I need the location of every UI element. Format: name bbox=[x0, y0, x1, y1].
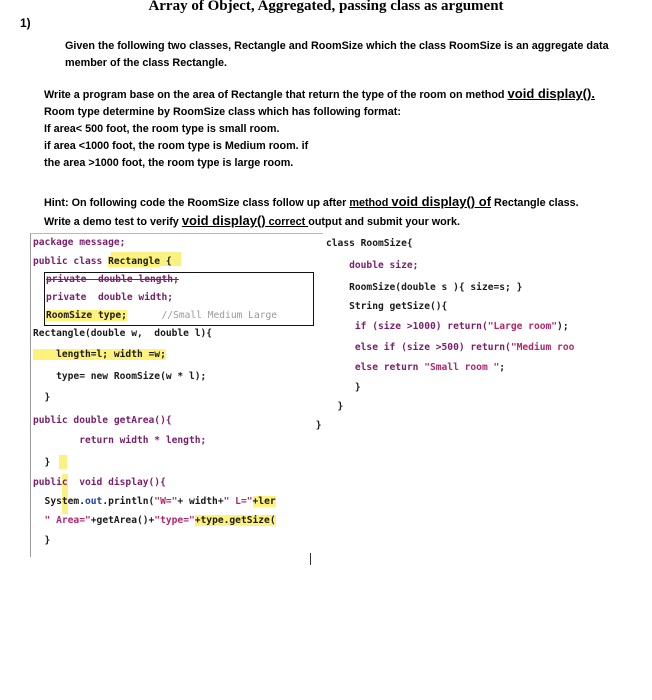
code-line: Rectangle(double w, double l){ bbox=[33, 328, 213, 339]
code-line: else return "Small room "; bbox=[326, 362, 506, 373]
code-line: } bbox=[326, 401, 344, 412]
code-line: public class Rectangle { bbox=[33, 256, 172, 267]
code-line: } bbox=[33, 457, 51, 468]
highlight-mark bbox=[59, 455, 67, 469]
code-line: public double getArea(){ bbox=[33, 415, 172, 426]
display-method-ref: void display(). bbox=[507, 86, 595, 101]
code-line: else if (size >500) return("Medium roo bbox=[326, 342, 575, 353]
text-cursor bbox=[310, 553, 311, 565]
code-line: private double width; bbox=[46, 292, 174, 303]
code-line: return width * length; bbox=[33, 435, 207, 446]
code-line: String getSize(){ bbox=[326, 301, 448, 312]
intro-line-1: Given the following two classes, Rectangle and RoomSize which the class RoomSize is an aggregate data bbox=[65, 40, 609, 52]
code-line: } bbox=[33, 535, 51, 546]
task-line-4: if area <1000 foot, the room type is Medium room. if bbox=[44, 140, 309, 152]
question-number: 1) bbox=[20, 16, 31, 30]
code-line: if (size >1000) return("Large room"); bbox=[326, 321, 569, 332]
task-line-5: the area >1000 foot, the room type is large room. bbox=[44, 157, 294, 169]
page-title: Array of Object, Aggregated, passing class as argument bbox=[148, 0, 504, 14]
code-line: " Area="+getArea()+"type="+type.getSize( bbox=[33, 515, 276, 526]
hint-line-1: Hint: On following code the RoomSize class follow up after method void display() of Rectangle class. bbox=[44, 194, 579, 209]
code-line: RoomSize type; //Small Medium Large bbox=[46, 310, 278, 321]
intro-paragraph bbox=[65, 38, 625, 72]
code-line: private double length; bbox=[46, 274, 179, 285]
code-line: double size; bbox=[326, 260, 419, 271]
hint-line-2: Write a demo test to verify void display() correct output and submit your work. bbox=[44, 213, 460, 228]
code-line: type= new RoomSize(w * l); bbox=[33, 371, 207, 382]
code-line: } bbox=[326, 382, 361, 393]
task-paragraph bbox=[44, 85, 644, 172]
roomsize-code-pane bbox=[310, 233, 652, 431]
hint-paragraph bbox=[44, 193, 644, 231]
code-line: class RoomSize{ bbox=[326, 238, 413, 249]
task-line-2: Room type determine by RoomSize class which has following format: bbox=[44, 106, 401, 118]
intro-line-2: member of the class Rectangle. bbox=[65, 57, 228, 69]
rectangle-code-pane bbox=[30, 233, 323, 557]
code-line: length=l; width =w; bbox=[33, 349, 166, 360]
task-line-3: If area< 500 foot, the room type is small room. bbox=[44, 123, 280, 135]
code-line: System.out.println("W="+ width+" L="+ler bbox=[33, 496, 276, 507]
code-line: public void display(){ bbox=[33, 477, 166, 488]
code-line: package message; bbox=[33, 237, 126, 248]
task-line-1: Write a program base on the area of Rectangle that return the type of the room on method void display(). bbox=[44, 86, 595, 101]
code-line: } bbox=[310, 420, 322, 431]
code-line: } bbox=[33, 392, 51, 403]
code-line: RoomSize(double s ){ size=s; } bbox=[326, 282, 523, 293]
